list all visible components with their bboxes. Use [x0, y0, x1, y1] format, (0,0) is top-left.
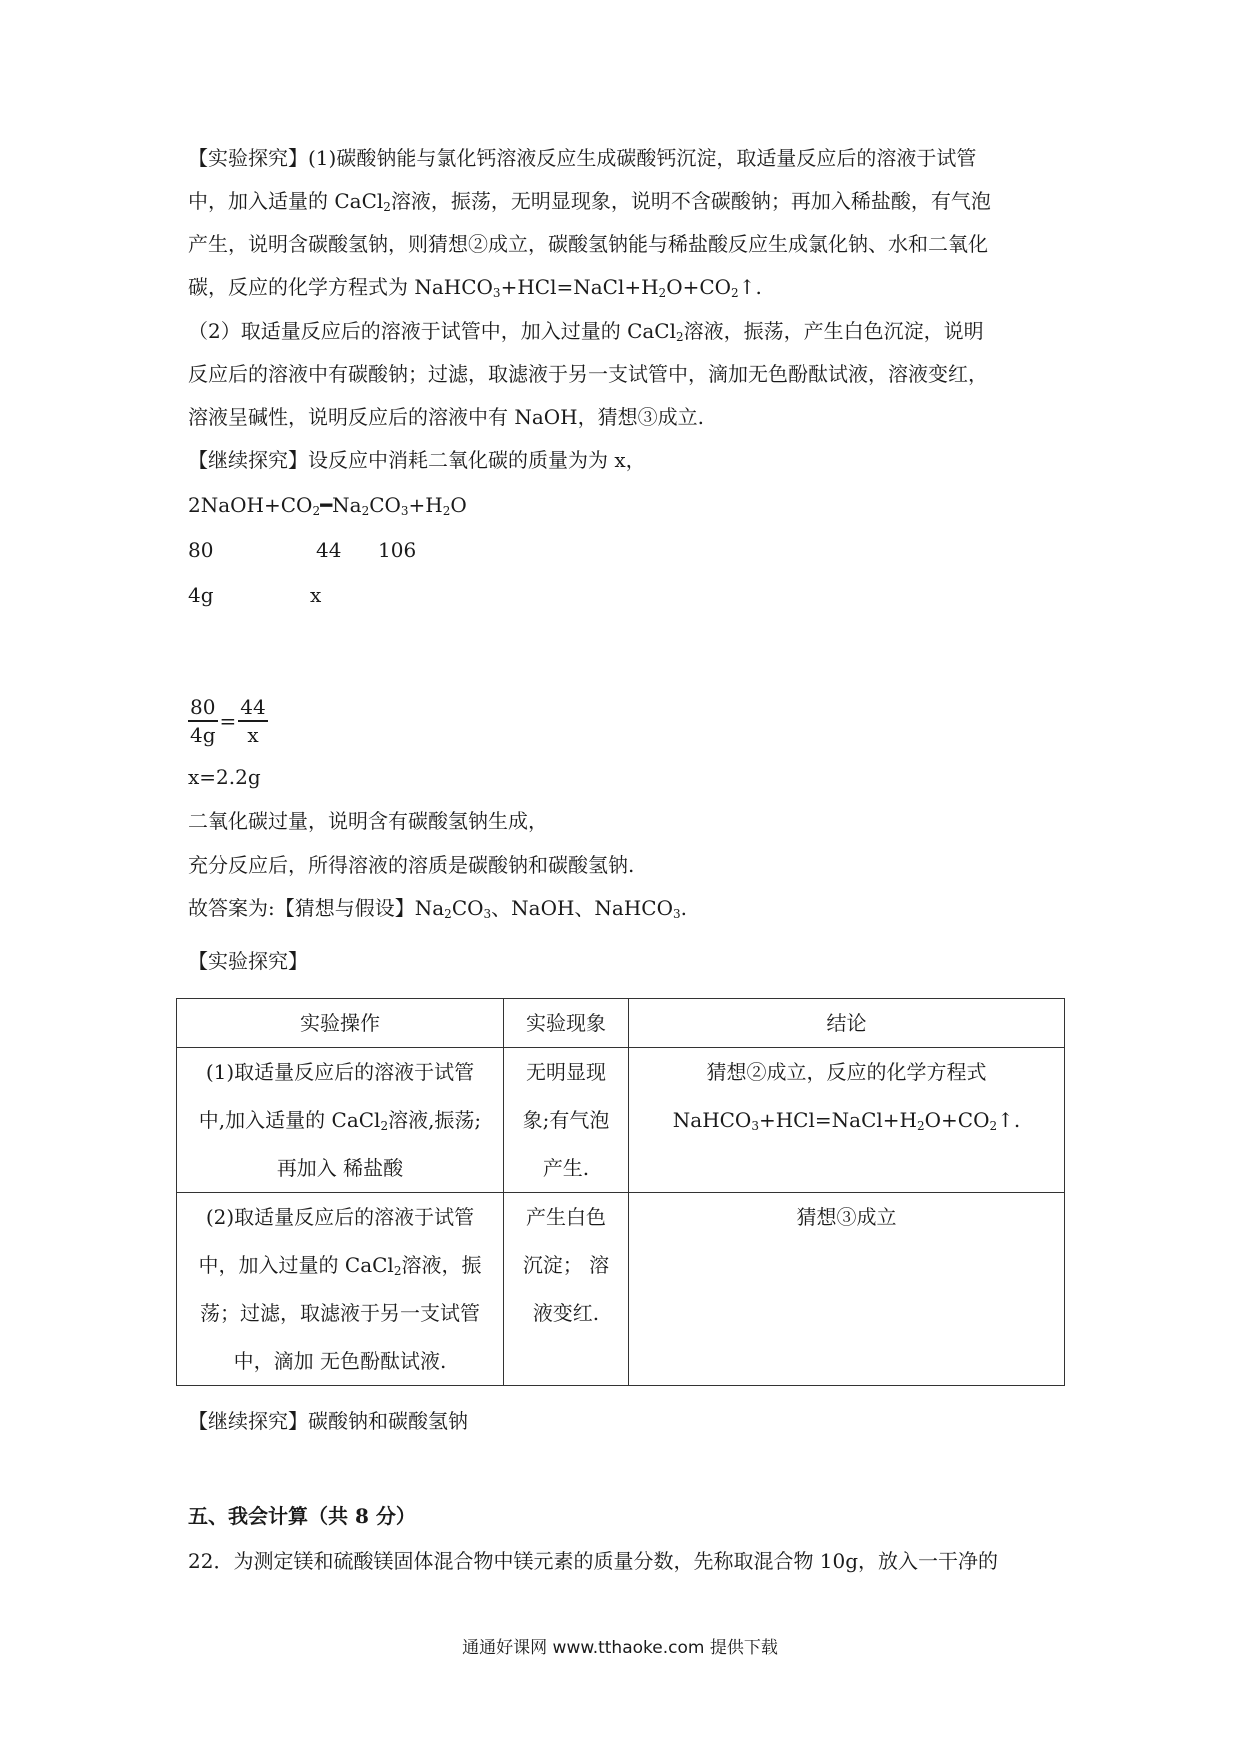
text: 22．为测定镁和硫酸镁固体混合物中镁元素的质量分数，先称取混合物 10g，放入一干净的: [188, 1549, 999, 1573]
text: 产生，说明含碳酸氢钠，则猜想②成立，碳酸氢钠能与稀盐酸反应生成氯化钠、水和二氧化: [188, 232, 988, 256]
text: 中，滴加 无色酚酞试液.: [233, 1349, 447, 1373]
denominator: 4g: [190, 723, 216, 747]
continue-answer: [188, 1406, 1068, 1436]
para2-line1: [188, 316, 1068, 346]
text: 中，加入适量的 CaCl: [188, 189, 384, 213]
subscript: 2: [380, 1119, 389, 1133]
table-row: [177, 1048, 1065, 1193]
calc-intro: [188, 445, 1068, 475]
given-naoh: 4g: [188, 583, 214, 607]
subscript: 2: [444, 907, 452, 921]
para1-line3: [188, 229, 1068, 259]
text: (1)取适量反应后的溶液于试管: [205, 1060, 475, 1084]
text: 【继续探究】设反应中消耗二氧化碳的质量为为 x，: [188, 448, 646, 472]
text: 【实验探究】(1)碳酸钠能与氯化钙溶液反应生成碳酸钙沉淀，取适量反应后的溶液于试管: [188, 146, 977, 170]
text: 中，加入过量的 CaCl: [198, 1253, 394, 1277]
text: （2）取适量反应后的溶液于试管中，加入过量的 CaCl: [188, 319, 677, 343]
cell-phenomenon: [504, 1193, 629, 1386]
answer-line: [188, 893, 1068, 923]
text: 液变红.: [532, 1301, 600, 1325]
text: 反应后的溶液中有碳酸钠；过滤，取滤液于另一支试管中，滴加无色酚酞试液，溶液变红，: [188, 362, 988, 386]
para2-line2: [188, 359, 1068, 389]
text: 碳，反应的化学方程式为 NaHCO: [188, 275, 493, 299]
text: 沉淀； 溶: [522, 1253, 610, 1277]
para2-line3: [188, 402, 1068, 432]
text: 五、我会计算（共 8 分）: [188, 1504, 416, 1528]
table-header-row: [177, 999, 1065, 1048]
header-operation: 实验操作: [177, 999, 504, 1048]
header-phenomenon: 实验现象: [504, 999, 629, 1048]
subscript: 2: [361, 504, 370, 518]
cell-operation: [177, 1193, 504, 1386]
subscript: 3: [492, 286, 501, 300]
text: O+CO: [924, 1108, 990, 1132]
para1-line2: [188, 186, 1068, 216]
mass-naoh: 80: [188, 538, 214, 562]
text: 产生.: [542, 1156, 590, 1180]
text: O: [450, 493, 467, 517]
text: CO: [451, 896, 484, 920]
text: 猜想②成立，反应的化学方程式: [706, 1060, 987, 1084]
chemical-equation: [188, 490, 1068, 520]
cell-phenomenon: [504, 1048, 629, 1193]
text: 溶液，振荡，产生白色沉淀，说明: [683, 319, 984, 343]
text: 猜想③成立: [796, 1205, 897, 1229]
unknown-x: x: [310, 583, 322, 607]
subscript: 3: [751, 1119, 759, 1133]
text: 溶液，振荡，无明显现象，说明不含碳酸钠；再加入稀盐酸，有气泡: [390, 189, 991, 213]
text: 无明显现: [526, 1060, 606, 1084]
para1-line1: [188, 143, 1068, 173]
text-line: [637, 1096, 1056, 1144]
cell-conclusion: [629, 1048, 1065, 1193]
text: 【继续探究】碳酸钠和碳酸氢钠: [188, 1409, 468, 1433]
text: (2)取适量反应后的溶液于试管: [205, 1205, 475, 1229]
question-22: [188, 1546, 1068, 1576]
equals-sign: =: [219, 709, 237, 733]
experiment-table: [176, 998, 1065, 1386]
numerator: 44: [238, 694, 267, 722]
text: CO: [369, 493, 401, 517]
subscript: 2: [916, 1119, 925, 1133]
text: 荡；过滤，取滤液于另一支试管: [200, 1301, 480, 1325]
text: x=2.2g: [188, 765, 261, 789]
subscript: 3: [400, 504, 409, 518]
text: +HCl=NaCl+H: [500, 275, 659, 299]
text-line: [185, 1096, 495, 1144]
subscript: 3: [672, 907, 681, 921]
given-mass-row: [188, 580, 1068, 610]
text: 【实验探究】: [188, 949, 308, 973]
subscript: 3: [483, 907, 492, 921]
text: +HCl=NaCl+H: [758, 1108, 917, 1132]
text: +H: [408, 493, 443, 517]
footer-watermark: 通通好课网 www.tthaoke.com 提供下载: [462, 1638, 778, 1658]
molar-mass-row: [188, 535, 1068, 565]
subscript: 2: [658, 286, 667, 300]
text: 溶液，振: [401, 1253, 482, 1277]
text: 中,加入适量的 CaCl: [198, 1108, 381, 1132]
mass-co2: 44: [316, 538, 342, 562]
text: 二氧化碳过量，说明含有碳酸氢钠生成，: [188, 809, 548, 833]
section-title: [188, 1501, 1068, 1531]
text: 象;有气泡: [522, 1108, 610, 1132]
text: 溶液,振荡;: [388, 1108, 482, 1132]
fraction-right: [238, 694, 267, 748]
calc-conclusion1: [188, 806, 1068, 836]
mass-na2co3: 106: [378, 538, 417, 562]
text: 溶液呈碱性，说明反应后的溶液中有 NaOH，猜想③成立.: [188, 405, 704, 429]
header-conclusion: 结论: [629, 999, 1065, 1048]
text: .: [680, 896, 687, 920]
text: ↑.: [738, 275, 762, 299]
numerator: 80: [188, 694, 218, 722]
text: ↑.: [997, 1108, 1021, 1132]
calc-result: [188, 762, 1068, 792]
denominator: x: [247, 723, 259, 747]
subscript: 2: [442, 504, 451, 518]
text: 、NaOH、NaHCO: [491, 896, 673, 920]
para1-line4: [188, 272, 1068, 302]
text: 产生白色: [526, 1205, 606, 1229]
text-line: [185, 1241, 495, 1289]
text: O+CO: [666, 275, 732, 299]
text: 2NaOH+CO: [188, 493, 313, 517]
text: ━Na: [320, 493, 362, 517]
table-heading: [188, 946, 1068, 976]
text: 充分反应后，所得溶液的溶质是碳酸钠和碳酸氢钠.: [188, 853, 635, 877]
text: NaHCO: [672, 1108, 752, 1132]
cell-operation: [177, 1048, 504, 1193]
subscript: 2: [731, 286, 739, 300]
fraction-left: [188, 694, 218, 748]
text: 再加入 稀盐酸: [276, 1156, 404, 1180]
subscript: 2: [989, 1119, 998, 1133]
calc-conclusion2: [188, 850, 1068, 880]
subscript: 2: [312, 504, 321, 518]
subscript: 2: [393, 1264, 402, 1278]
subscript: 2: [676, 330, 684, 344]
cell-conclusion: [629, 1193, 1065, 1386]
subscript: 2: [383, 200, 391, 214]
proportion-fraction: [188, 694, 268, 748]
table-row: [177, 1193, 1065, 1386]
text: 故答案为:【猜想与假设】Na: [188, 896, 445, 920]
